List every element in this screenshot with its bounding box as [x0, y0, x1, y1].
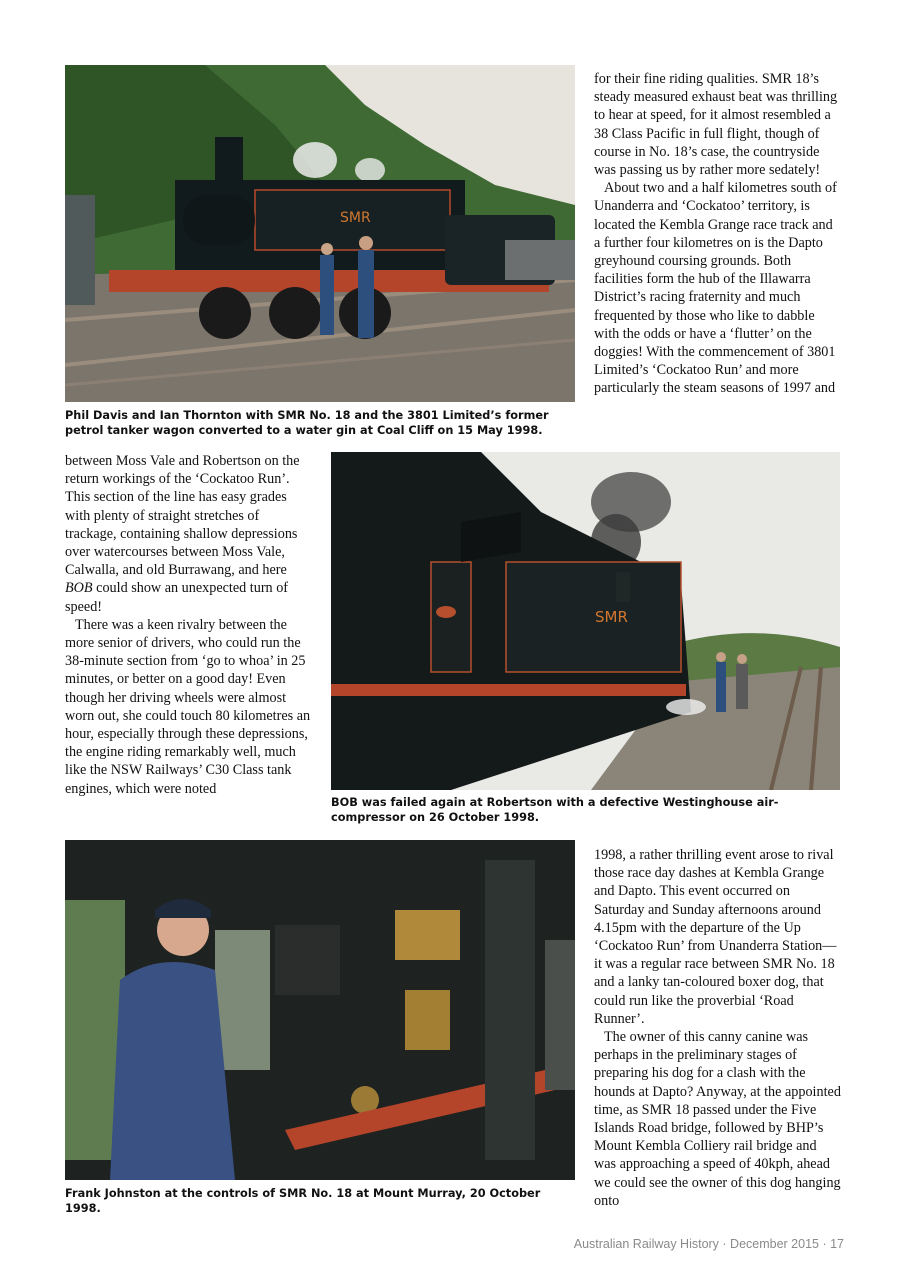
locomotive-name: BOB: [65, 580, 93, 597]
photo-cab-frank-johnston: [65, 840, 575, 1180]
text-column-2: [65, 452, 313, 798]
photo-caption: BOB was failed again at Robertson with a defective Westinghouse air-compressor on 26 October 1998.: [331, 796, 779, 824]
photo-bob-robertson: [331, 452, 840, 790]
text-column-3: [594, 846, 842, 1210]
text-span: between Moss Vale and Robertson on the return workings of the ‘Cockatoo Run’. This section of the line has easy grades with plenty of straight stretches of trackage, containing shallow depressions over watercourses between Moss Vale, Calwalla, and old Burrawang, and here: [65, 453, 300, 579]
paragraph: for their fine riding qualities. SMR 18’s steady measured exhaust beat was thrilling to hear at speed, for it almost resembled a 38 Class Pacific in full flight, though of course in No. 18’s case, the countryside was passing us by rather more sedately!: [594, 71, 838, 179]
paragraph: [65, 452, 313, 616]
photo-caption: Frank Johnston at the controls of SMR No. 18 at Mount Murray, 20 October 1998.: [65, 1187, 541, 1215]
locomotive-lettering: SMR: [595, 608, 628, 626]
locomotive-lettering: SMR: [340, 210, 371, 226]
paragraph: 1998, a rather thrilling event arose to rival those race day dashes at Kembla Grange and Dapto. This event occurred on Saturday and Sunday afternoons around 4.15pm with the departure of the Up ‘Cockatoo Run’ from Unanderra Station—it was a regular race between SMR No. 18 and a lanky tan-coloured boxer dog, that could run like the proverbial ‘Road Runner’.: [594, 847, 837, 1027]
paragraph: There was a keen rivalry between the more senior of drivers, who could run the 38-minute section from ‘go to whoa’ in 25 minutes, or better on a good day! Even though her driving wheels were almost worn out, she could touch 80 kilometres an hour, especially through these depressions, the engine riding remarkably well, much like the NSW Railways’ C30 Class tank engines, which were noted: [65, 616, 311, 797]
page-footer: Australian Railway History · December 2015 · 17: [573, 1237, 844, 1251]
paragraph: The owner of this canny canine was perhaps in the preliminary stages of preparing his dog for a clash with the hounds at Dapto? Anyway, at the appointed time, as SMR 18 passed under the Five Islands Road bridge, followed by BHP’s Mount Kembla Colliery rail bridge and was approaching a speed of 40kph, ahead we could see the owner of this dog hanging onto: [594, 1029, 841, 1209]
text-column-1: [594, 70, 842, 398]
paragraph: About two and a half kilometres south of Unanderra and ‘Cockatoo’ territory, is located the Kembla Grange race track and a further four kilometres on is the Dapto greyhound coursing grounds. Both facilities form the hub of the Illawarra District’s racing fraternity and much frequented by those who like to dabble with the odds or have a ‘flutter’ on the doggies! With the commencement of 3801 Limited’s ‘Cockatoo Run’ and more particularly the steam seasons of 1997 and: [594, 180, 837, 397]
text-span: could show an unexpected turn of speed!: [65, 580, 289, 615]
photo-smr18-coal-cliff: [65, 65, 575, 402]
photo-caption: Phil Davis and Ian Thornton with SMR No. 18 and the 3801 Limited’s former petrol tanker wagon converted to a water gin at Coal Cliff on 15 May 1998.: [65, 409, 549, 437]
